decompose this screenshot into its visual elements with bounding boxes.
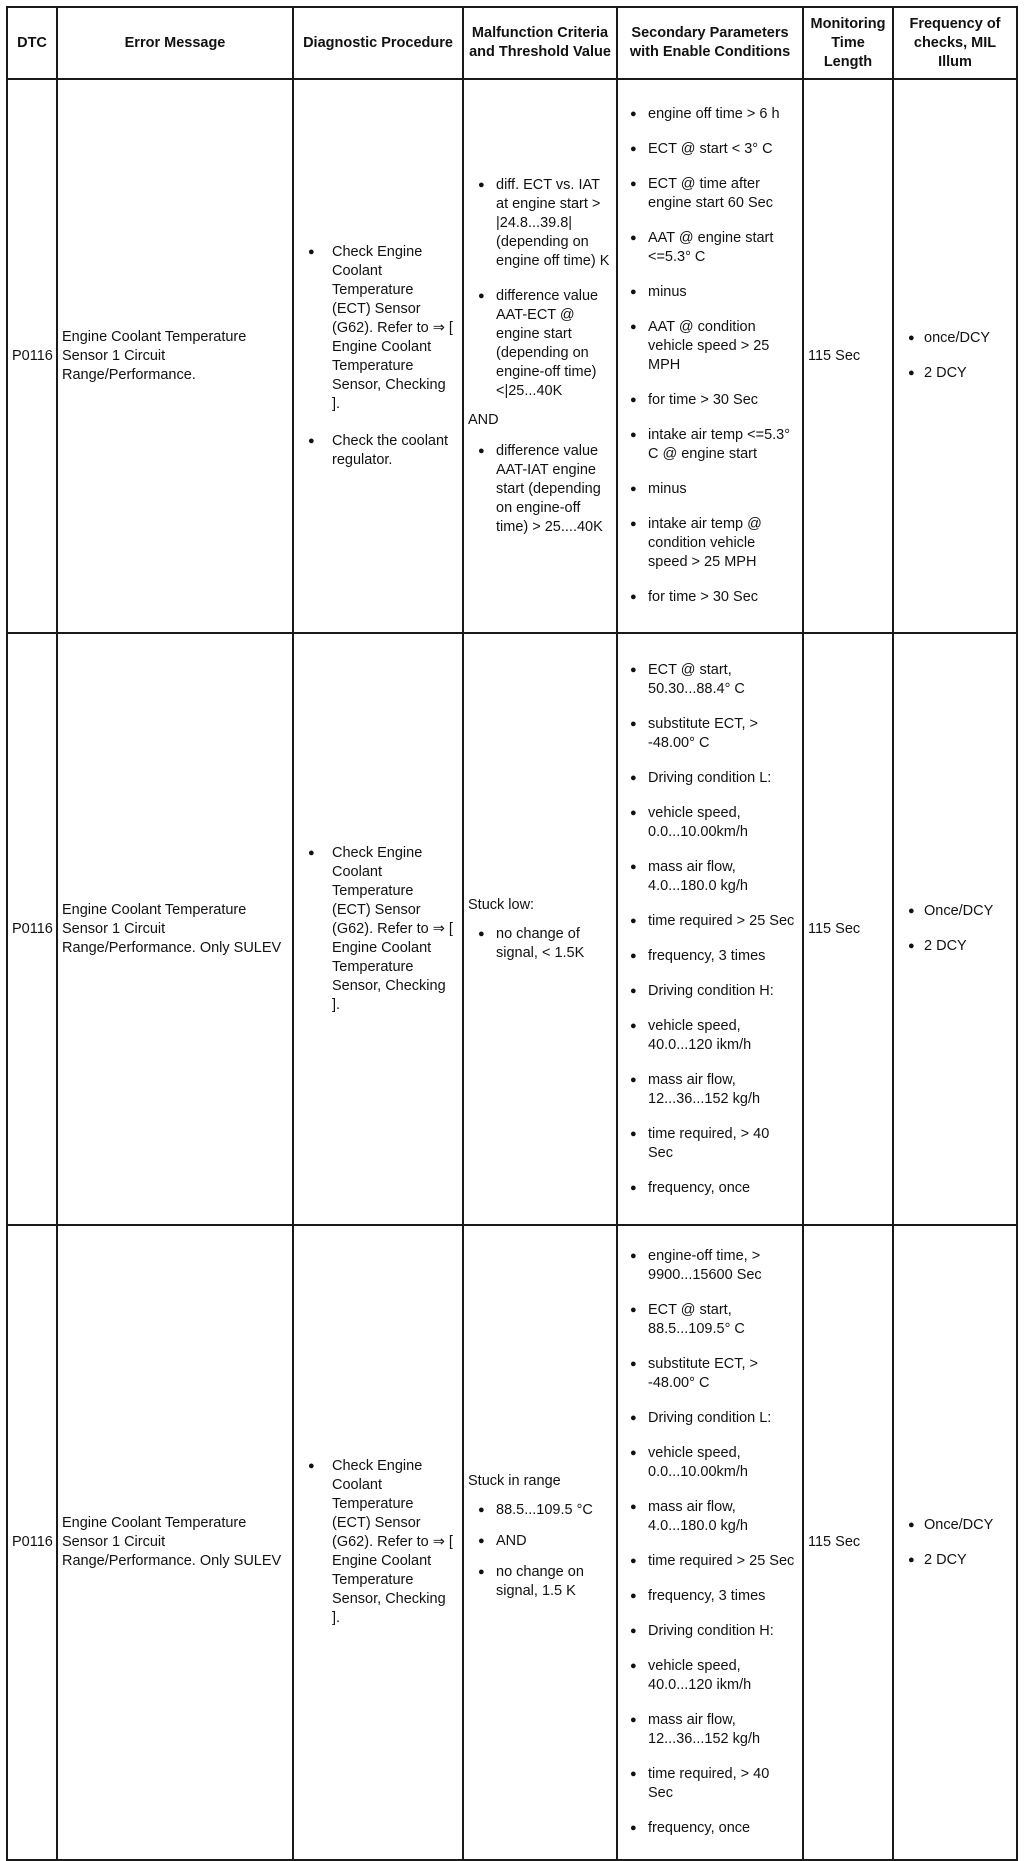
diagnostic-procedure (293, 633, 463, 1225)
secondary-item: ● ECT @ start, 88.5...109.5° C (622, 1301, 796, 1339)
check-frequency (893, 79, 1017, 633)
header-frequency: Frequency of checks, MIL Illum (893, 7, 1017, 79)
error-message: Engine Coolant Temperature Sensor 1 Circuit Range/Performance. Only SULEV (57, 1225, 293, 1860)
secondary-item: ● for time > 30 Sec (622, 588, 796, 607)
procedure-item: ● Check Engine Coolant Temperature (ECT) Sensor (G62). Refer to ⇒ [ Engine Coolant Temperature Sensor, Checking ]. (298, 243, 456, 414)
secondary-item: ● Driving condition H: (622, 1622, 796, 1641)
malfunction-item: ● 88.5...109.5 °C (468, 1501, 610, 1520)
table-row (7, 79, 1017, 633)
monitoring-time: 115 Sec (803, 79, 893, 633)
frequency-item: ● Once/DCY (898, 1516, 1010, 1535)
malfunction-and: AND (468, 411, 499, 428)
secondary-item: ● time required > 25 Sec (622, 1552, 796, 1571)
secondary-item: ● time required, > 40 Sec (622, 1125, 796, 1163)
secondary-item: ● frequency, 3 times (622, 947, 796, 966)
secondary-item: ● time required, > 40 Sec (622, 1765, 796, 1803)
secondary-item: ● mass air flow, 4.0...180.0 kg/h (622, 1498, 796, 1536)
malfunction-criteria (463, 1225, 617, 1860)
secondary-item: ● minus (622, 283, 796, 302)
diagnostic-procedure (293, 1225, 463, 1860)
secondary-item: ● vehicle speed, 0.0...10.00km/h (622, 804, 796, 842)
frequency-item: ● 2 DCY (898, 937, 1010, 956)
monitoring-time: 115 Sec (803, 633, 893, 1225)
secondary-item: ● AAT @ condition vehicle speed > 25 MPH (622, 318, 796, 375)
secondary-item: ● Driving condition L: (622, 769, 796, 788)
secondary-item: ● for time > 30 Sec (622, 391, 796, 410)
frequency-item: ● 2 DCY (898, 364, 1010, 383)
secondary-item: ● intake air temp @ condition vehicle speed > 25 MPH (622, 515, 796, 572)
header-secondary-parameters: Secondary Parameters with Enable Conditions (617, 7, 803, 79)
malfunction-heading: Stuck low: (468, 896, 535, 913)
malfunction-heading: Stuck in range (468, 1473, 561, 1489)
secondary-item: ● AAT @ engine start <=5.3° C (622, 229, 796, 267)
table-row (7, 1225, 1017, 1860)
frequency-item: ● Once/DCY (898, 902, 1010, 921)
secondary-item: ● frequency, 3 times (622, 1587, 796, 1606)
header-malfunction-criteria: Malfunction Criteria and Threshold Value (463, 7, 617, 79)
procedure-item: ● Check Engine Coolant Temperature (ECT) Sensor (G62). Refer to ⇒ [ Engine Coolant Temperature Sensor, Checking ]. (298, 844, 456, 1015)
error-message: Engine Coolant Temperature Sensor 1 Circuit Range/Performance. Only SULEV (57, 633, 293, 1225)
diagnostic-procedure (293, 79, 463, 633)
header-monitoring-time: Monitoring Time Length (803, 7, 893, 79)
secondary-parameters (617, 1225, 803, 1860)
secondary-item: ● vehicle speed, 40.0...120 ikm/h (622, 1017, 796, 1055)
secondary-item: ● vehicle speed, 0.0...10.00km/h (622, 1444, 796, 1482)
secondary-item: ● engine-off time, > 9900...15600 Sec (622, 1247, 796, 1285)
frequency-item: ● once/DCY (898, 329, 1010, 348)
monitoring-time: 115 Sec (803, 1225, 893, 1860)
secondary-item: ● frequency, once (622, 1819, 796, 1838)
malfunction-item: ● AND (468, 1532, 610, 1551)
malfunction-item: ● no change on signal, 1.5 K (468, 1563, 610, 1601)
malfunction-item: ● difference value AAT-IAT engine start (depending on engine-off time) > 25....40K (468, 442, 610, 537)
procedure-item: ● Check the coolant regulator. (298, 432, 456, 470)
secondary-item: ● mass air flow, 4.0...180.0 kg/h (622, 858, 796, 896)
secondary-item: ● vehicle speed, 40.0...120 ikm/h (622, 1657, 796, 1695)
secondary-item: ● frequency, once (622, 1179, 796, 1198)
secondary-item: ● time required > 25 Sec (622, 912, 796, 931)
malfunction-item: ● no change of signal, < 1.5K (468, 925, 610, 963)
secondary-item: ● substitute ECT, > -48.00° C (622, 1355, 796, 1393)
header-row (7, 7, 1017, 79)
malfunction-criteria (463, 633, 617, 1225)
secondary-item: ● substitute ECT, > -48.00° C (622, 715, 796, 753)
secondary-parameters (617, 79, 803, 633)
dtc-code: P0116 (7, 1225, 57, 1860)
secondary-item: ● intake air temp <=5.3° C @ engine start (622, 426, 796, 464)
secondary-item: ● mass air flow, 12...36...152 kg/h (622, 1711, 796, 1749)
secondary-item: ● Driving condition H: (622, 982, 796, 1001)
malfunction-item: ● diff. ECT vs. IAT at engine start > |24.8...39.8| (depending on engine off time) K (468, 176, 610, 271)
procedure-item: ● Check Engine Coolant Temperature (ECT) Sensor (G62). Refer to ⇒ [ Engine Coolant Temperature Sensor, Checking ]. (298, 1457, 456, 1628)
secondary-item: ● mass air flow, 12...36...152 kg/h (622, 1071, 796, 1109)
frequency-item: ● 2 DCY (898, 1551, 1010, 1570)
table-row (7, 633, 1017, 1225)
dtc-table (6, 6, 1018, 1861)
secondary-parameters (617, 633, 803, 1225)
secondary-item: ● Driving condition L: (622, 1409, 796, 1428)
malfunction-criteria (463, 79, 617, 633)
dtc-code: P0116 (7, 79, 57, 633)
header-dtc: DTC (7, 7, 57, 79)
dtc-code: P0116 (7, 633, 57, 1225)
secondary-item: ● ECT @ start, 50.30...88.4° C (622, 661, 796, 699)
secondary-item: ● minus (622, 480, 796, 499)
header-diagnostic-procedure: Diagnostic Procedure (293, 7, 463, 79)
check-frequency (893, 633, 1017, 1225)
secondary-item: ● ECT @ start < 3° C (622, 140, 796, 159)
header-error-message: Error Message (57, 7, 293, 79)
check-frequency (893, 1225, 1017, 1860)
malfunction-item: ● difference value AAT-ECT @ engine start (depending on engine-off time) <|25...40K (468, 287, 610, 401)
secondary-item: ● ECT @ time after engine start 60 Sec (622, 175, 796, 213)
error-message: Engine Coolant Temperature Sensor 1 Circuit Range/Performance. (57, 79, 293, 633)
secondary-item: ● engine off time > 6 h (622, 105, 796, 124)
